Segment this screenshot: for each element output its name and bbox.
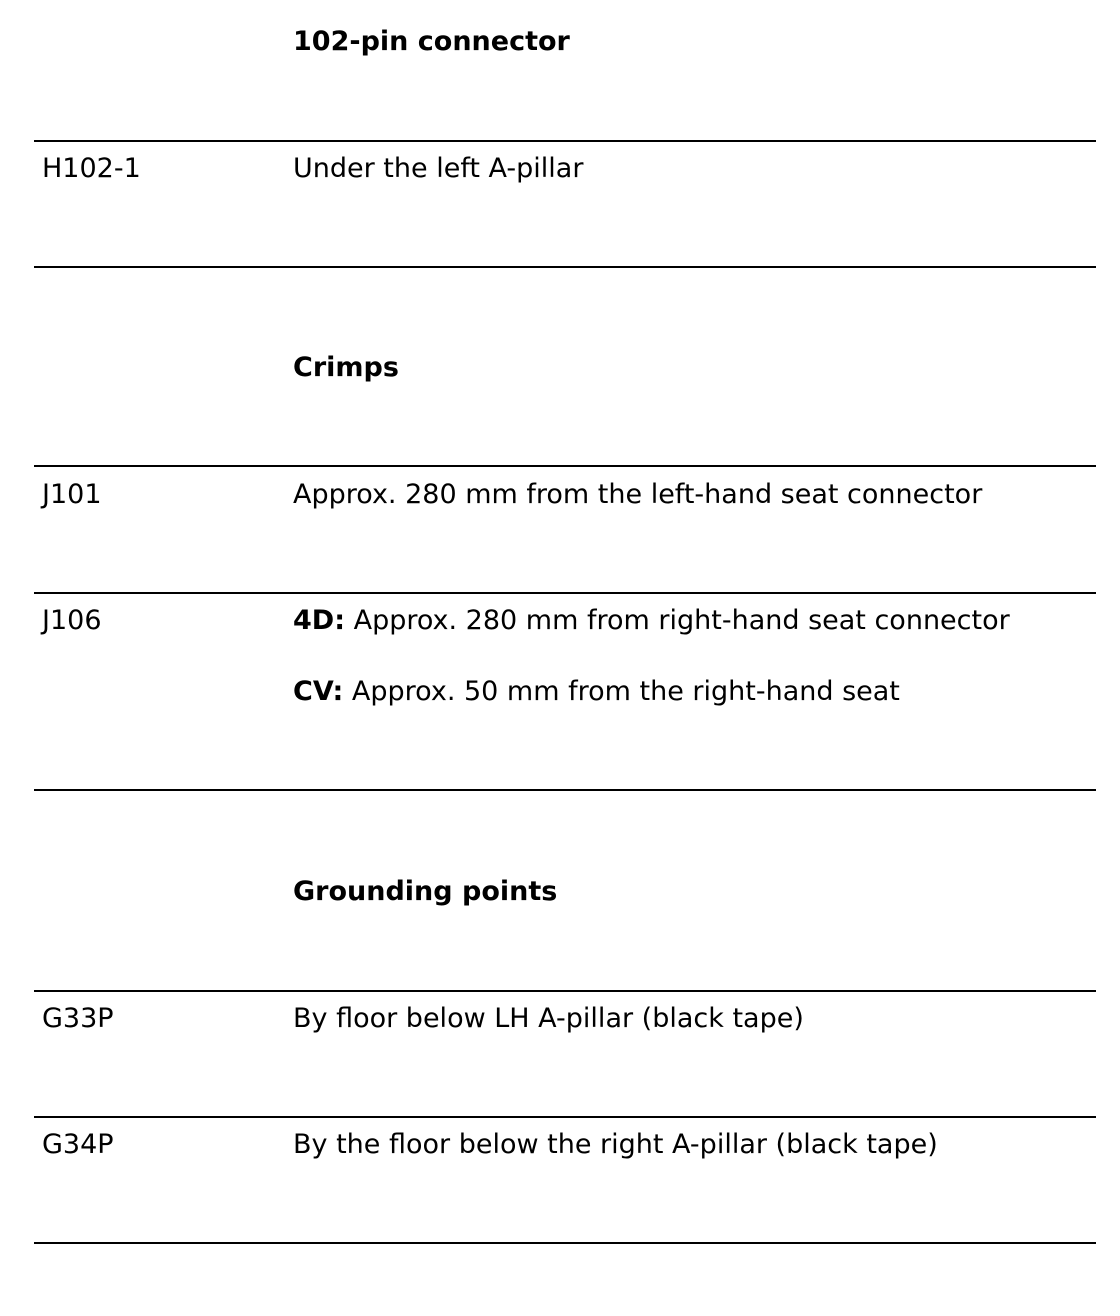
- section-heading-crimps: Crimps: [293, 352, 399, 383]
- row-code: G33P: [42, 1003, 114, 1034]
- row-description: By the floor below the right A-pillar (black tape): [293, 1129, 938, 1160]
- variant-text: Approx. 280 mm from right-hand seat connector: [353, 605, 1010, 636]
- row-description: Approx. 280 mm from the left-hand seat connector: [293, 479, 983, 510]
- table-rule: [34, 990, 1096, 992]
- table-rule: [34, 592, 1096, 594]
- row-code: G34P: [42, 1129, 114, 1160]
- row-description-variant: [293, 605, 1010, 636]
- table-rule: [34, 140, 1096, 142]
- row-description: By floor below LH A-pillar (black tape): [293, 1003, 804, 1034]
- variant-label: CV:: [293, 676, 344, 707]
- row-description: Under the left A-pillar: [293, 153, 584, 184]
- table-rule: [34, 789, 1096, 791]
- section-heading-grounding: Grounding points: [293, 876, 558, 907]
- variant-label: 4D:: [293, 605, 345, 636]
- row-description-variant: [293, 676, 900, 707]
- row-code: J101: [42, 479, 102, 510]
- table-rule: [34, 266, 1096, 268]
- row-code: H102-1: [42, 153, 141, 184]
- table-rule: [34, 465, 1096, 467]
- table-rule: [34, 1116, 1096, 1118]
- row-code: J106: [42, 605, 102, 636]
- variant-text: Approx. 50 mm from the right-hand seat: [351, 676, 900, 707]
- section-heading-connector: 102-pin connector: [293, 26, 570, 57]
- table-rule: [34, 1242, 1096, 1244]
